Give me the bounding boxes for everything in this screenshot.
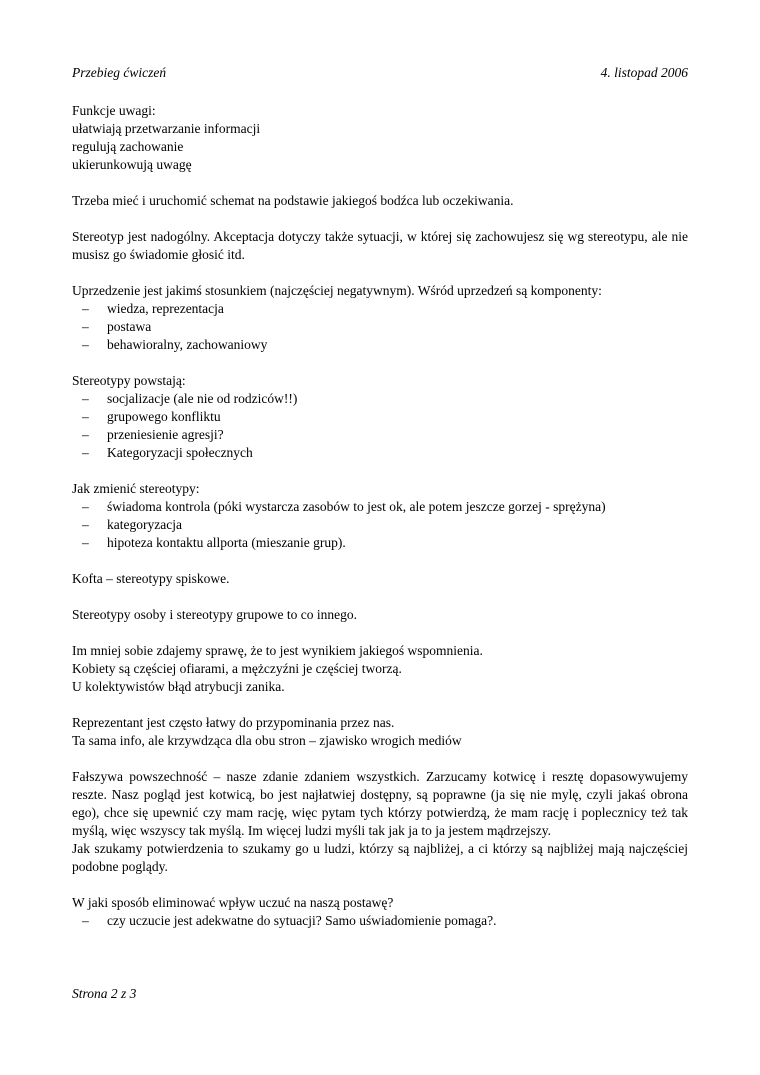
paragraph: Kobiety są częściej ofiarami, a mężczyźni je częściej tworzą. xyxy=(72,661,402,676)
page-footer xyxy=(72,985,136,1003)
header-title: Przebieg ćwiczeń xyxy=(72,65,167,80)
text-block xyxy=(72,714,688,750)
paragraph: Jak zmienić stereotypy: xyxy=(72,481,200,496)
text-block xyxy=(72,642,688,696)
text-block xyxy=(72,282,688,354)
list-marker: – xyxy=(82,913,89,928)
text-block xyxy=(72,606,688,624)
list-item-text: socjalizacje (ale nie od rodziców!!) xyxy=(107,391,298,406)
list-marker: – xyxy=(82,337,89,352)
page-header xyxy=(72,64,688,82)
page-number: Strona 2 z 3 xyxy=(72,986,137,1001)
list-item-text: grupowego konfliktu xyxy=(107,409,221,424)
paragraph: Uprzedzenie jest jakimś stosunkiem (najczęściej negatywnym). Wśród uprzedzeń są komponenty: xyxy=(72,283,602,298)
paragraph: Stereotypy powstają: xyxy=(72,373,186,388)
text-block xyxy=(72,192,688,210)
list-item xyxy=(72,498,688,516)
paragraph: W jaki sposób eliminować wpływ uczuć na naszą postawę? xyxy=(72,895,394,910)
list-item xyxy=(72,534,688,552)
list-item-text: Kategoryzacji społecznych xyxy=(107,445,253,460)
paragraph: Ta sama info, ale krzywdząca dla obu stron – zjawisko wrogich mediów xyxy=(72,733,462,748)
paragraph: Im mniej sobie zdajemy sprawę, że to jest wynikiem jakiegoś wspomnienia. xyxy=(72,643,483,658)
paragraph: Trzeba mieć i uruchomić schemat na podstawie jakiegoś bodźca lub oczekiwania. xyxy=(72,193,514,208)
text-block xyxy=(72,570,688,588)
list-marker: – xyxy=(82,427,89,442)
paragraph: Reprezentant jest często łatwy do przypominania przez nas. xyxy=(72,715,395,730)
paragraph: regulują zachowanie xyxy=(72,139,184,154)
list-marker: – xyxy=(82,535,89,550)
list-marker: – xyxy=(82,319,89,334)
list-marker: – xyxy=(82,445,89,460)
paragraph: Fałszywa powszechność – nasze zdanie zdaniem wszystkich. Zarzucamy kotwicę i resztę dopasowywujemy reszte. Nasz pogląd jest kotwicą, bo jest najłatwiej dostępny, są poprawne (ja się nie mylę, czyli jakaś obrona ego), chce się upewnić czy mam rację, więc pytam tych którzy potwierdzą, że mam rację i poplecznicy też tak myślą, więc wszyscy tak myślą. Im więcej ludzi myśli tak jak ja to ja jestem mądrzejszy. xyxy=(72,769,688,838)
text-block xyxy=(72,894,688,930)
paragraph: Stereotyp jest nadogólny. Akceptacja dotyczy także sytuacji, w której się zachowujesz się wg stereotypu, ale nie musisz go świadomie głosić itd. xyxy=(72,229,688,262)
text-block xyxy=(72,102,688,174)
paragraph: ukierunkowują uwagę xyxy=(72,157,192,172)
list-item-text: postawa xyxy=(107,319,152,334)
paragraph: Stereotypy osoby i stereotypy grupowe to co innego. xyxy=(72,607,357,622)
list-marker: – xyxy=(82,517,89,532)
text-block xyxy=(72,768,688,876)
list-marker: – xyxy=(82,301,89,316)
list-item xyxy=(72,912,688,930)
paragraph: Kofta – stereotypy spiskowe. xyxy=(72,571,230,586)
paragraph: Jak szukamy potwierdzenia to szukamy go u ludzi, którzy są najbliżej, a ci którzy są najbliżej mają najczęściej podobne poglądy. xyxy=(72,841,688,874)
list-marker: – xyxy=(82,409,89,424)
paragraph: Funkcje uwagi: xyxy=(72,103,156,118)
list-marker: – xyxy=(82,391,89,406)
list-item-text: kategoryzacja xyxy=(107,517,182,532)
list-item xyxy=(72,426,688,444)
list-marker: – xyxy=(82,499,89,514)
list-item xyxy=(72,408,688,426)
text-block xyxy=(72,228,688,264)
list-item xyxy=(72,318,688,336)
list-item xyxy=(72,390,688,408)
list-item-text: hipoteza kontaktu allporta (mieszanie grup). xyxy=(107,535,346,550)
list-item-text: czy uczucie jest adekwatne do sytuacji? Samo uświadomienie pomaga?. xyxy=(107,913,497,928)
list-item xyxy=(72,444,688,462)
text-block xyxy=(72,372,688,462)
list-item xyxy=(72,516,688,534)
list-item-text: przeniesienie agresji? xyxy=(107,427,224,442)
list-item xyxy=(72,300,688,318)
paragraph: ułatwiają przetwarzanie informacji xyxy=(72,121,261,136)
list-item-text: wiedza, reprezentacja xyxy=(107,301,224,316)
paragraph: U kolektywistów błąd atrybucji zanika. xyxy=(72,679,285,694)
list-item-text: świadoma kontrola (póki wystarcza zasobów to jest ok, ale potem jeszcze gorzej - sprężyna) xyxy=(107,499,606,514)
header-date: 4. listopad 2006 xyxy=(600,65,688,80)
list-item xyxy=(72,336,688,354)
text-block xyxy=(72,480,688,552)
list-item-text: behawioralny, zachowaniowy xyxy=(107,337,268,352)
document-body xyxy=(72,102,688,930)
